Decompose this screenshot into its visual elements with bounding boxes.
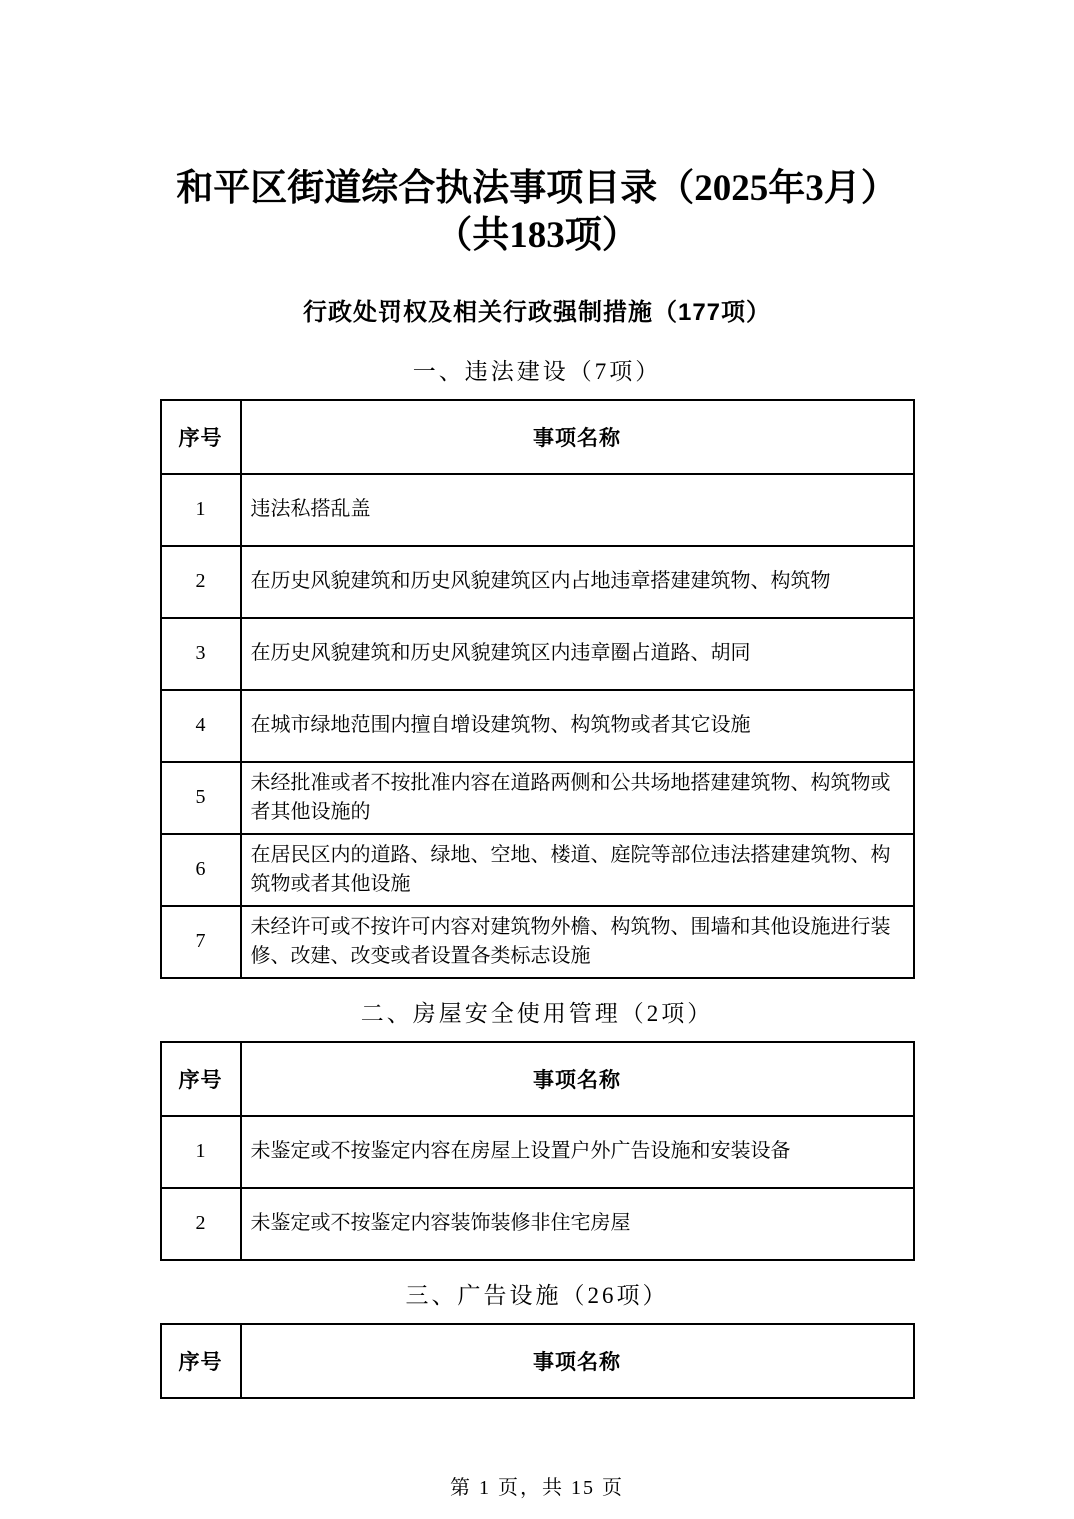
section-heading: 一、违法建设（7项） <box>412 358 662 384</box>
row-index-cell: 7 <box>161 906 241 978</box>
items-table <box>160 1041 915 1261</box>
row-name-cell: 未鉴定或不按鉴定内容装饰装修非住宅房屋 <box>241 1188 914 1260</box>
row-index-cell: 2 <box>161 1188 241 1260</box>
table-row <box>161 1188 914 1260</box>
page-title <box>0 166 1074 260</box>
row-name-cell: 未经批准或者不按批准内容在道路两侧和公共场地搭建建筑物、构筑物或者其他设施的 <box>241 762 914 834</box>
header-cell-index: 序号 <box>161 400 241 474</box>
row-name-cell: 在居民区内的道路、绿地、空地、楼道、庭院等部位违法搭建建筑物、构筑物或者其他设施 <box>241 834 914 906</box>
header-cell-index: 序号 <box>161 1324 241 1398</box>
row-index-cell: 1 <box>161 474 241 546</box>
header-cell-index: 序号 <box>161 1042 241 1116</box>
row-index-cell: 1 <box>161 1116 241 1188</box>
header-cell-name: 事项名称 <box>241 400 914 474</box>
section-illegal-construction <box>0 353 1074 979</box>
row-index-cell: 2 <box>161 546 241 618</box>
row-name-cell: 未经许可或不按许可内容对建筑物外檐、构筑物、围墙和其他设施进行装修、改建、改变或者设置各类标志设施 <box>241 906 914 978</box>
table-row <box>161 906 914 978</box>
section-housing-safety <box>0 995 1074 1261</box>
row-index-cell: 4 <box>161 690 241 762</box>
table-row <box>161 474 914 546</box>
section-heading: 三、广告设施（26项） <box>405 1282 669 1308</box>
table-header-row <box>161 1324 914 1398</box>
row-name-cell: 在城市绿地范围内擅自增设建筑物、构筑物或者其它设施 <box>241 690 914 762</box>
table-header-row <box>161 400 914 474</box>
page-title-line-1: 和平区街道综合执法事项目录（2025年3月） <box>176 168 898 209</box>
table-row <box>161 1116 914 1188</box>
page-title-line-2: （共183项） <box>435 214 639 256</box>
row-name-cell: 违法私搭乱盖 <box>241 474 914 546</box>
items-table <box>160 1323 915 1399</box>
table-row <box>161 762 914 834</box>
table-header-row <box>161 1042 914 1116</box>
row-name-cell: 在历史风貌建筑和历史风貌建筑区内违章圈占道路、胡同 <box>241 618 914 690</box>
table-row <box>161 690 914 762</box>
items-table <box>160 399 915 979</box>
section-heading: 二、房屋安全使用管理（2项） <box>360 1000 714 1026</box>
table-row <box>161 546 914 618</box>
page-footer: 第 1 页，共 15 页 <box>450 1476 624 1499</box>
row-name-cell: 在历史风貌建筑和历史风貌建筑区内占地违章搭建建筑物、构筑物 <box>241 546 914 618</box>
table-row <box>161 834 914 906</box>
row-index-cell: 5 <box>161 762 241 834</box>
table-row <box>161 618 914 690</box>
section-advertising-facilities <box>0 1277 1074 1399</box>
row-index-cell: 6 <box>161 834 241 906</box>
header-cell-name: 事项名称 <box>241 1324 914 1398</box>
document-subtitle: 行政处罚权及相关行政强制措施（177项） <box>302 298 772 326</box>
header-cell-name: 事项名称 <box>241 1042 914 1116</box>
row-name-cell: 未鉴定或不按鉴定内容在房屋上设置户外广告设施和安装设备 <box>241 1116 914 1188</box>
row-index-cell: 3 <box>161 618 241 690</box>
